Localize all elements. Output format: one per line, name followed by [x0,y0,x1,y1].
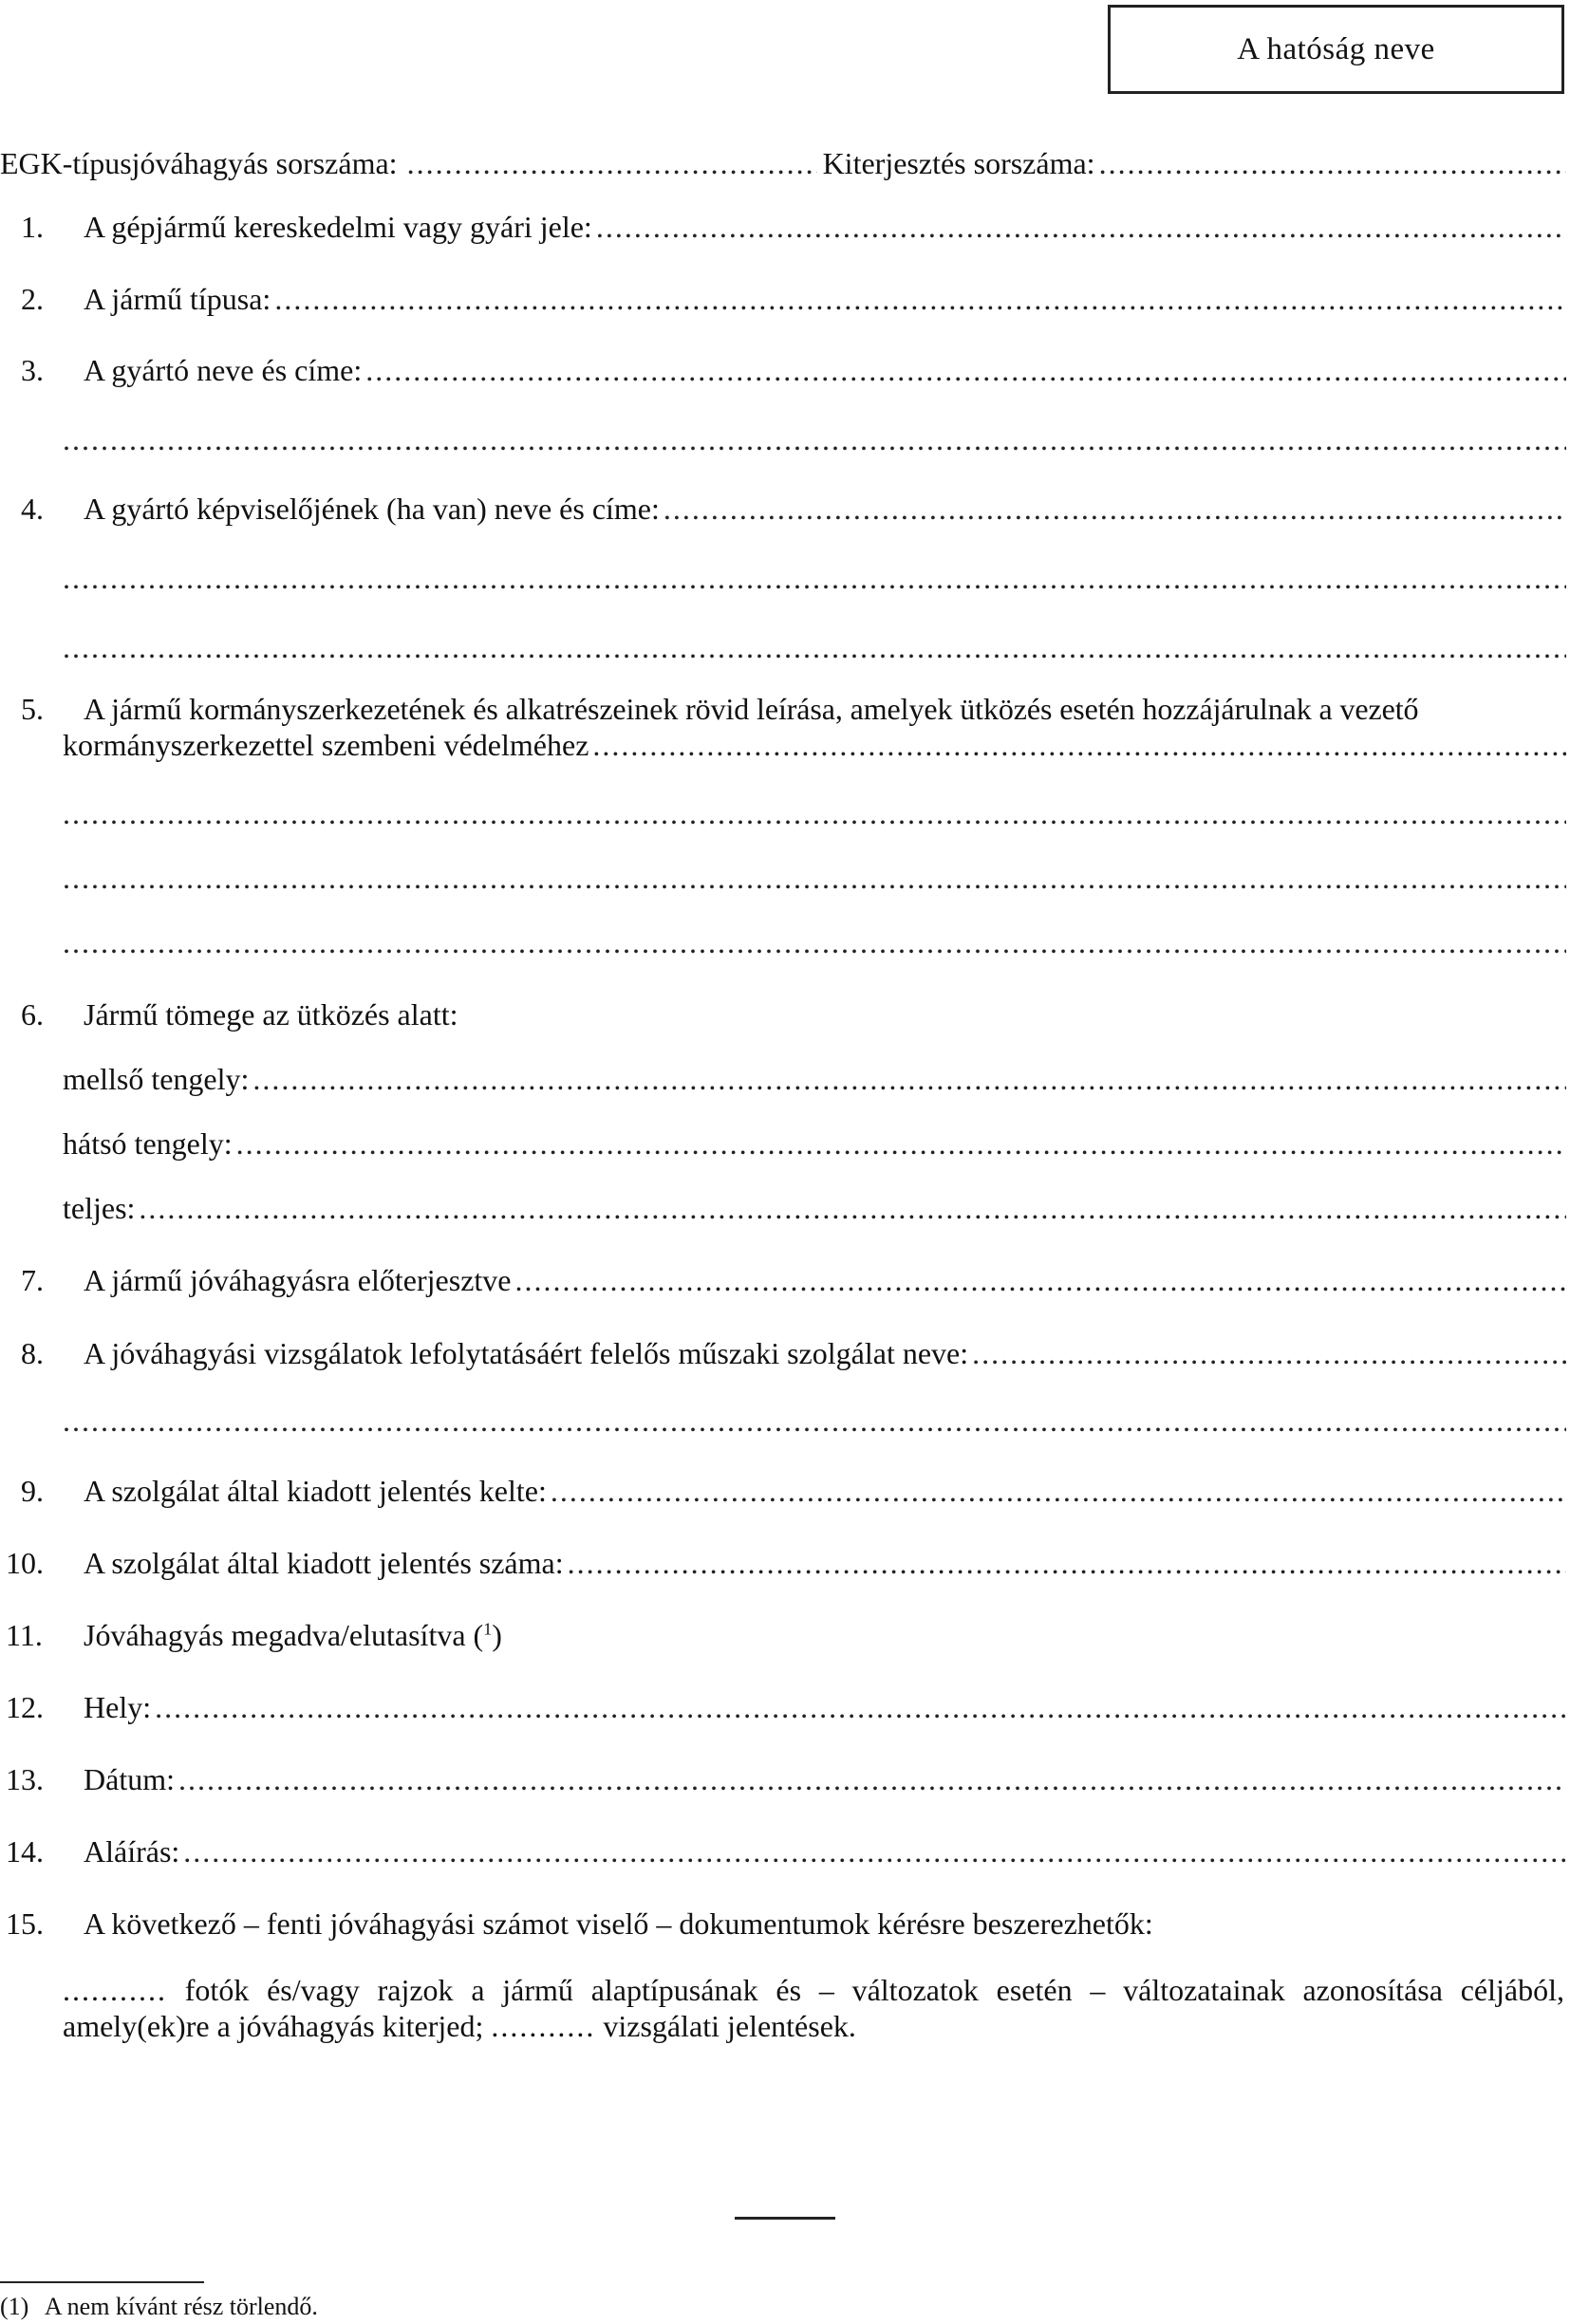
item-4-field[interactable] [664,491,1566,527]
item-number: 15. [6,1906,44,1941]
authority-name-label: A hatóság neve [1237,31,1435,66]
item-15 [6,1906,1566,1942]
item-10 [6,1545,1566,1581]
approval-number-line [0,145,1566,181]
approval-number-label: EGK-típusjóváhagyás sorszáma: [0,146,398,180]
item-5-continuation [63,860,1566,896]
item-label: Aláírás: [84,1834,180,1868]
item-5-line-2 [63,727,1566,763]
mass-total [63,1190,1566,1226]
item-label: Hely: [84,1690,152,1724]
extension-number-label: Kiterjesztés sorszáma: [822,146,1095,180]
item-number: 10. [6,1546,44,1580]
approval-number-field[interactable] [407,145,817,181]
mass-front-label: mellső tengely: [63,1062,250,1096]
item-8 [21,1335,1566,1371]
item-8-field[interactable] [972,1335,1566,1371]
item-number: 6. [21,997,44,1032]
item-2-field[interactable] [274,281,1566,317]
item-1 [21,209,1566,245]
mass-rear-axle [63,1125,1566,1162]
mass-rear-field[interactable] [236,1125,1566,1162]
item-number: 8. [21,1336,44,1370]
item-5-continuation [63,795,1566,831]
item-12 [6,1689,1566,1725]
item-3-field-line-2[interactable] [63,421,1566,457]
item-number: 4. [21,492,44,526]
item-9-field[interactable] [551,1473,1566,1509]
item-5-field-line-2[interactable] [63,795,1566,831]
item-11-text-end: ) [492,1618,502,1652]
item-7-field[interactable] [514,1262,1566,1298]
item-number: 12. [6,1690,44,1724]
item-7 [21,1262,1566,1298]
item-3-continuation [63,421,1566,457]
item-3 [21,352,1566,388]
item-4-continuation [63,560,1566,596]
item-label: A szolgálat által kiadott jelentés kelte: [84,1474,547,1508]
item-12-field[interactable] [155,1689,1566,1725]
item-4 [21,491,1566,527]
authority-name-box [1108,5,1564,94]
footnote-marker: (1) [0,2293,29,2320]
item-label: A következő – fenti jóváhagyási számot viselő – dokumentumok kérésre beszerezhetők: [84,1906,1153,1941]
item-14 [6,1833,1566,1869]
footnote-reference: 1 [483,1619,493,1639]
item-5-continuation [63,924,1566,960]
item-13-field[interactable] [178,1761,1566,1797]
mass-front-field[interactable] [252,1061,1566,1097]
item-number: 11. [6,1618,43,1652]
item-label: A jármű típusa: [84,282,271,316]
item-5 [21,691,1566,727]
item-label: A gépjármű kereskedelmi vagy gyári jele: [84,210,592,244]
item-number: 7. [21,1263,44,1297]
documents-reports-text: vizsgálati jelentések. [603,2009,856,2043]
item-1-field[interactable] [596,209,1566,245]
item-label: Jármű tömege az ütközés alatt: [84,997,458,1032]
item-4-continuation [63,629,1566,665]
item-14-field[interactable] [183,1833,1566,1869]
item-number: 2. [21,282,44,316]
item-number: 13. [6,1762,44,1796]
documents-photos-text: fotók és/vagy rajzok a jármű alaptípusának és – változatok esetén – változatainak azonosítása céljából, amely(ek)re a jóváhagyás kiterjed; [63,1973,1564,2043]
footnote [0,2293,318,2321]
item-label: A jármű jóváhagyásra előterjesztve [84,1263,512,1297]
footnote-text: A nem kívánt rész törlendő. [44,2293,318,2320]
item-label: A szolgálat által kiadott jelentés száma: [84,1546,564,1580]
item-5-field-line-3[interactable] [63,860,1566,896]
item-number: 9. [21,1474,44,1508]
item-label [84,1617,502,1653]
mass-total-label: teljes: [63,1191,136,1225]
item-3-field[interactable] [365,352,1566,388]
mass-front-axle [63,1061,1566,1097]
item-number: 1. [21,210,44,244]
item-6 [21,996,1566,1032]
reports-count-field[interactable]: ........... [491,2009,596,2043]
photos-count-field[interactable]: ........... [63,1973,167,2007]
documents-paragraph [63,1972,1564,2044]
item-number: 14. [6,1834,44,1868]
item-4-field-line-2[interactable] [63,560,1566,596]
end-rule [735,2217,835,2220]
item-11-text: Jóváhagyás megadva/elutasítva ( [84,1618,484,1652]
item-2 [21,281,1566,317]
item-11 [6,1617,1566,1653]
item-5-field-line-4[interactable] [63,924,1566,960]
item-number: 5. [21,692,44,726]
mass-rear-label: hátsó tengely: [63,1126,233,1161]
item-5-field[interactable] [592,727,1566,763]
footnote-rule [0,2281,204,2283]
item-label: A jóváhagyási vizsgálatok lefolytatásáért felelős műszaki szolgálat neve: [84,1336,969,1370]
item-number: 3. [21,353,44,387]
mass-total-field[interactable] [139,1190,1566,1226]
item-label: A gyártó neve és címe: [84,353,363,387]
item-label: kormányszerkezettel szembeni védelméhez [63,728,589,762]
item-10-field[interactable] [568,1545,1566,1581]
item-9 [21,1473,1566,1509]
extension-number-field[interactable] [1099,145,1566,181]
item-4-field-line-3[interactable] [63,629,1566,665]
item-8-continuation [63,1403,1566,1439]
item-8-field-line-2[interactable] [63,1403,1566,1439]
item-label: Dátum: [84,1762,175,1796]
item-label: A jármű kormányszerkezetének és alkatrészeinek rövid leírása, amelyek ütközés esetén hozzájárulnak a vezető [84,692,1419,726]
item-13 [6,1761,1566,1797]
item-label: A gyártó képviselőjének (ha van) neve és címe: [84,492,660,526]
